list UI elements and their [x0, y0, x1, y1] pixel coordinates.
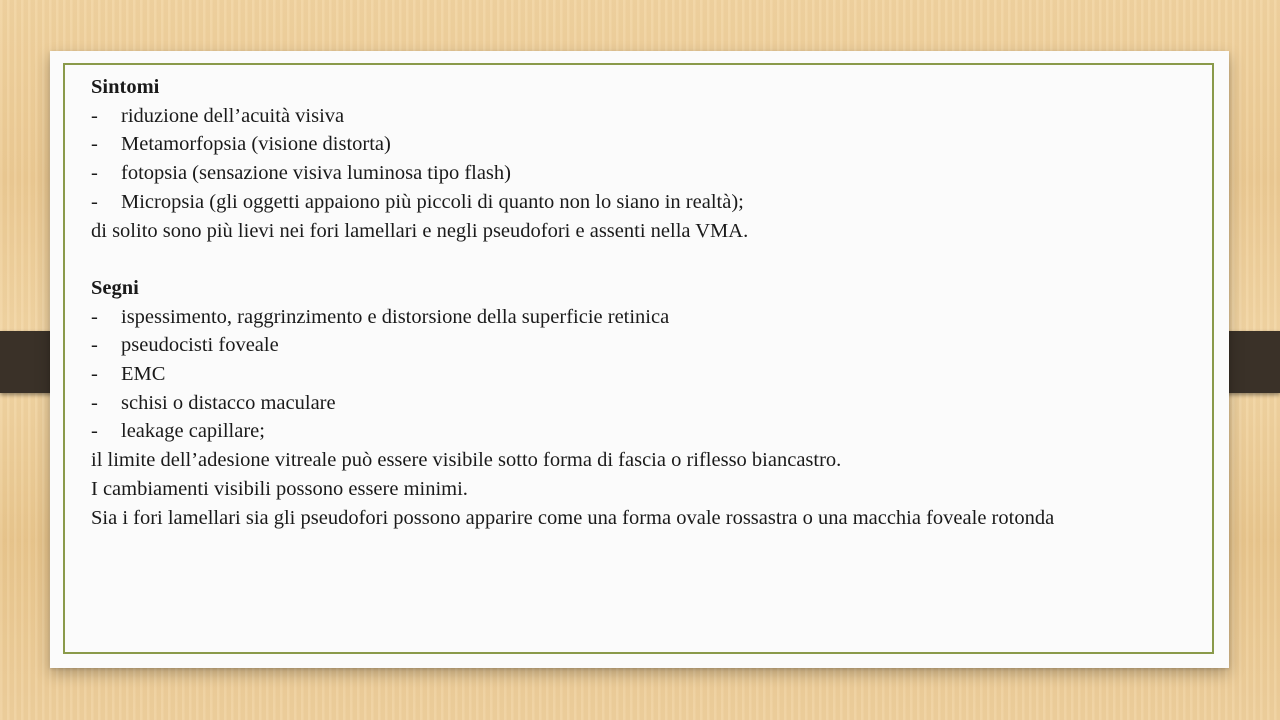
segni-note-holes: Sia i fori lamellari sia gli pseudofori possono apparire come una forma ovale rossastra o una macchia foveale rotonda	[91, 506, 1055, 529]
sintomi-note: di solito sono più lievi nei fori lamellari e negli pseudofori e assenti nella VMA.	[91, 219, 749, 242]
bullet-dash: -	[91, 162, 98, 185]
list-item-text: leakage capillare;	[121, 420, 265, 443]
list-item-text: schisi o distacco maculare	[121, 391, 336, 414]
list-item	[91, 102, 1201, 131]
bullet-dash: -	[91, 104, 98, 127]
list-item-text: EMC	[121, 363, 166, 386]
list-item-text: fotopsia (sensazione visiva luminosa tipo flash)	[121, 162, 511, 185]
list-item-text: riduzione dell’acuità visiva	[121, 104, 345, 127]
list-item	[91, 130, 1201, 159]
list-item-text: Metamorfopsia (visione distorta)	[121, 133, 391, 156]
sintomi-heading: Sintomi	[91, 76, 160, 98]
bullet-dash: -	[91, 190, 98, 213]
list-item	[91, 303, 1201, 332]
segni-heading: Segni	[91, 276, 139, 299]
list-item	[91, 188, 1201, 217]
list-item	[91, 389, 1201, 418]
bullet-dash: -	[91, 363, 98, 386]
segni-list	[91, 303, 1201, 447]
list-item-text: Micropsia (gli oggetti appaiono più piccoli di quanto non lo siano in realtà);	[121, 190, 744, 213]
slide-content	[91, 73, 1201, 532]
bullet-dash: -	[91, 391, 98, 414]
segni-note-changes: I cambiamenti visibili possono essere minimi.	[91, 477, 468, 500]
slide-paper	[50, 51, 1229, 668]
segni-note-adhesion: il limite dell’adesione vitreale può essere visibile sotto forma di fascia o riflesso biancastro.	[91, 449, 842, 472]
bullet-dash: -	[91, 133, 98, 156]
list-item	[91, 159, 1201, 188]
list-item-text: pseudocisti foveale	[121, 334, 279, 357]
list-item	[91, 360, 1201, 389]
list-item	[91, 331, 1201, 360]
bullet-dash: -	[91, 334, 98, 357]
sintomi-list	[91, 102, 1201, 217]
bullet-dash: -	[91, 420, 98, 443]
list-item	[91, 417, 1201, 446]
bullet-dash: -	[91, 305, 98, 328]
list-item-text: ispessimento, raggrinzimento e distorsione della superficie retinica	[121, 305, 670, 328]
section-spacer	[91, 245, 1201, 274]
